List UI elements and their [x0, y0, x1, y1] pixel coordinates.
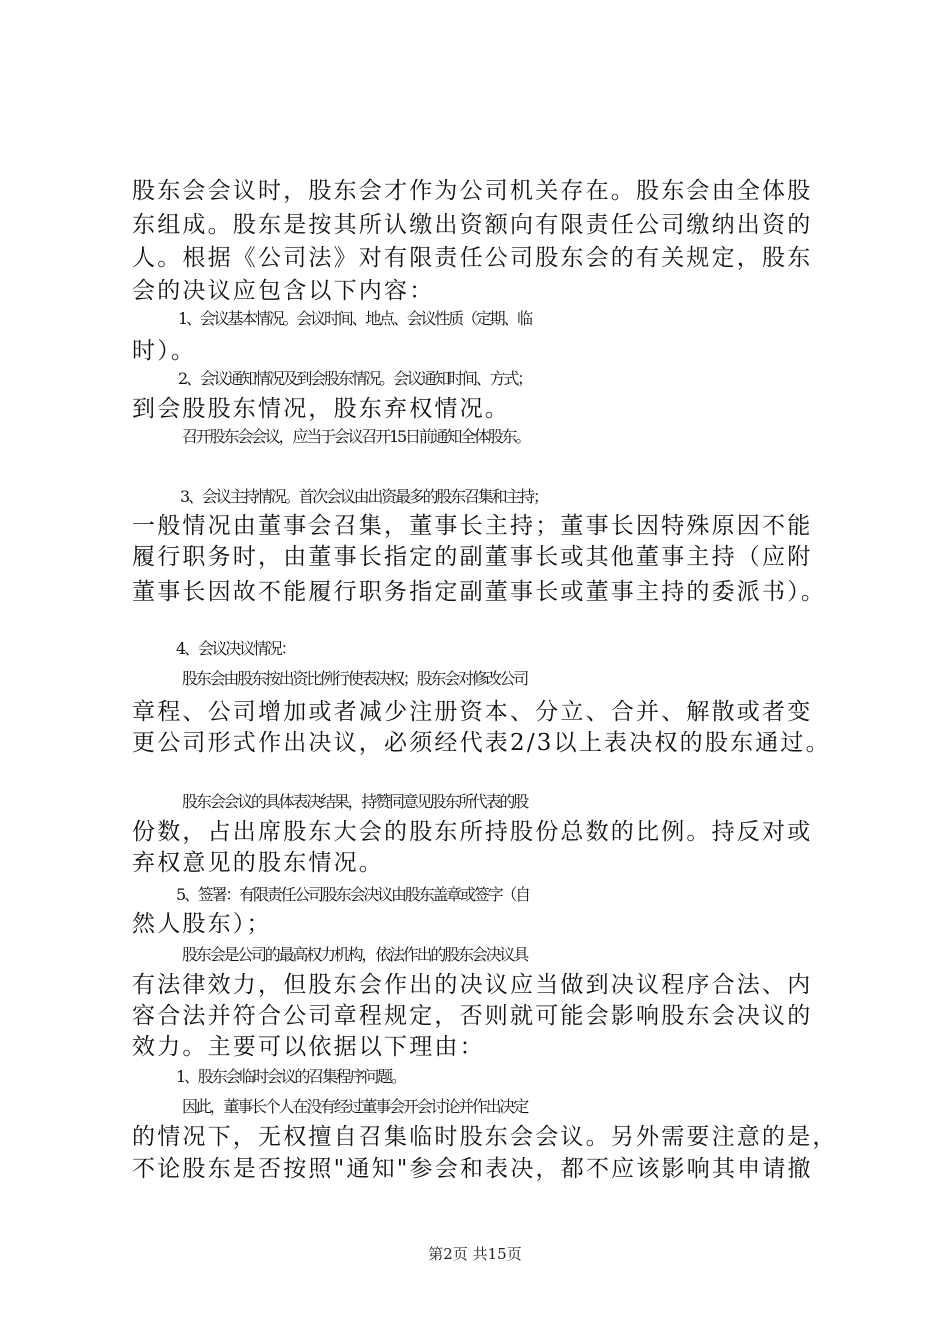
text-line: 股东会会议的具体表决结果，持赞同意见股东所代表的股 — [182, 792, 528, 811]
text-line: 履行职务时，由董事长指定的副董事长或其他董事主持（应附 — [132, 544, 813, 570]
text-line: 效力。主要可以依据以下理由： — [132, 1034, 485, 1060]
text-line: 到会股股东情况，股东弃权情况。 — [132, 396, 510, 422]
text-line: 份数，占出席股东大会的股东所持股份总数的比例。持反对或 — [132, 819, 813, 845]
text-line: 董事长因故不能履行职务指定副董事长或董事主持的委派书）。 — [132, 579, 827, 605]
text-line: 时）。 — [132, 338, 197, 364]
text-line: 更公司形式作出决议，必须经代表2/3以上表决权的股东通过。 — [132, 730, 831, 756]
text-line: 容合法并符合公司章程规定，否则就可能会影响股东会决议的 — [132, 1003, 813, 1029]
text-line: 召开股东会会议，应当于会议召开15日前通知全体股东。 — [182, 427, 530, 446]
text-line: 5、签署：有限责任公司股东会决议由股东盖章或签字（自 — [176, 885, 529, 904]
page-number-footer: 第2页 共15页 — [428, 1245, 522, 1263]
text-line: 弃权意见的股东情况。 — [132, 850, 384, 876]
text-line: 1、会议基本情况。会议时间、地点、会议性质（定期、临 — [178, 309, 531, 328]
text-line: 人。根据《公司法》对有限责任公司股东会的有关规定，股东 — [132, 245, 813, 271]
text-line: 有法律效力，但股东会作出的决议应当做到决议程序合法、内 — [132, 972, 813, 998]
text-line: 然人股东）； — [132, 911, 272, 937]
text-line: 不论股东是否按照"通知"参会和表决，都不应该影响其申请撤 — [132, 1156, 813, 1182]
text-line: 东组成。股东是按其所认缴出资额向有限责任公司缴纳出资的 — [132, 212, 813, 238]
text-line: 股东会会议时，股东会才作为公司机关存在。股东会由全体股 — [132, 178, 813, 204]
text-line: 3、会议主持情况。首次会议由出资最多的股东召集和主持； — [180, 487, 547, 506]
text-line: 的情况下，无权擅自召集临时股东会会议。另外需要注意的是， — [132, 1124, 838, 1150]
text-line: 因此，董事长个人在没有经过董事会开会讨论并作出决定 — [182, 1097, 528, 1116]
text-line: 1、股东会临时会议的召集程序问题。 — [176, 1067, 405, 1086]
text-line: 股东会是公司的最高权力机构，依法作出的股东会决议具 — [182, 945, 528, 964]
text-line: 2、会议通知情况及到会股东情况。会议通知时间、方式； — [178, 369, 531, 388]
text-line: 章程、公司增加或者减少注册资本、分立、合并、解散或者变 — [132, 699, 813, 725]
text-line: 股东会由股东按出资比例行使表决权；股东会对修改公司 — [182, 669, 528, 688]
text-line: 一般情况由董事会召集，董事长主持；董事长因特殊原因不能 — [132, 513, 813, 539]
text-line: 4、会议决议情况： — [176, 639, 295, 658]
text-line: 会的决议应包含以下内容： — [132, 278, 435, 304]
